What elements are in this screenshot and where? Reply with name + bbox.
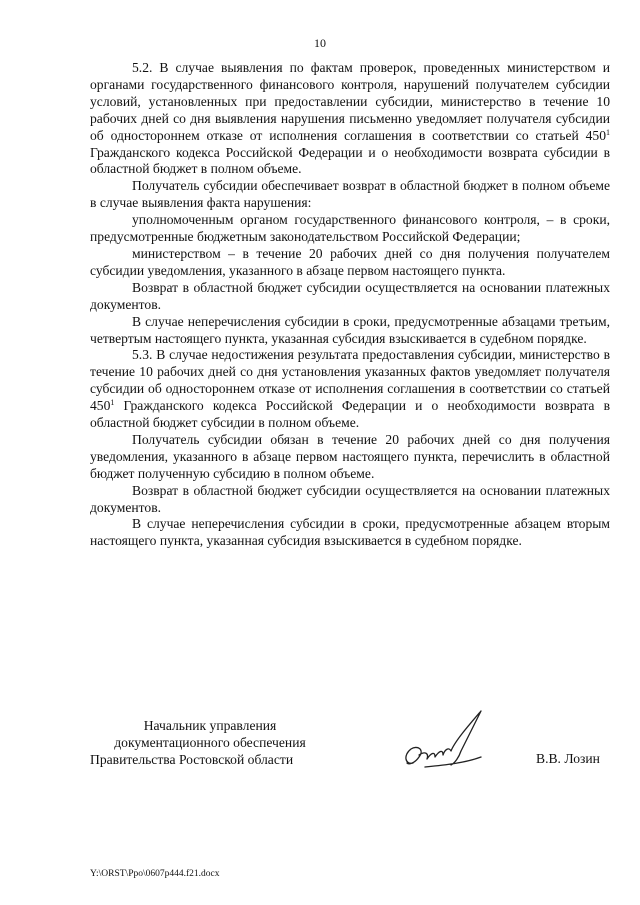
paragraph-5-2: 5.2. В случае выявления по фактам проверок, проведенных министерством и органами государственного финансового контроля, нарушений получателем субсидии условий, установленных при предоставлении субсидии, министерство в течение 10 рабочих дней со дня выявления нарушения письменно уведомляет получателя субсидии об одностороннем отказе от исполнения соглашения в соответствии со статьей $450^1$ Гражданского кодекса Российской Федерации и о необходимости возврата субсидии в областной бюджет в полном объеме. — [90, 60, 610, 177]
page-number: 10 — [314, 36, 326, 50]
paragraph: Получатель субсидии обеспечивает возврат в областной бюджет в полном объеме в случае выявления факта нарушения: — [90, 178, 610, 211]
signer-name: В.В. Лозин — [536, 751, 600, 766]
paragraph: В случае неперечисления субсидии в сроки, предусмотренные абзацами третьим, четвертым настоящего пункта, указанная субсидия взыскивается в судебном порядке. — [90, 313, 610, 346]
signature-block — [0, 717, 640, 777]
signer-title: Начальник управления документационного обеспечения Правительства Ростовской области — [90, 718, 306, 767]
paragraph: министерством – в течение 20 рабочих дней со дня получения получателем субсидии уведомления, указанного в абзаце первом настоящего пункта. — [90, 245, 610, 278]
paragraph-5-3: 5.3. В случае недостижения результата предоставления субсидии, министерство в течение 10 рабочих дней со дня установления указанных фактов уведомляет получателя субсидии об одностороннем отказе от исполнения соглашения в соответствии со статьей $450^1$ Гражданского кодекса Российской Федерации и о необходимости возврата в областной бюджет субсидии в полном объеме. — [90, 347, 610, 431]
paragraph: уполномоченным органом государственного финансового контроля, – в сроки, предусмотренные бюджетным законодательством Российской Федерации; — [90, 212, 610, 245]
paragraph: Возврат в областной бюджет субсидии осуществляется на основании платежных документов. — [90, 279, 610, 312]
document-body — [90, 60, 610, 550]
paragraph: Получатель субсидии обязан в течение 20 рабочих дней со дня получения уведомления, указанного в абзаце первом настоящего пункта, перечислить в областной бюджет полученную субсидию в полном объеме. — [90, 431, 610, 481]
handwritten-signature — [385, 705, 505, 775]
file-path-footer: Y:\ORST\Ppo\0607p444.f21.docx — [90, 869, 220, 879]
paragraph: В случае неперечисления субсидии в сроки, предусмотренные абзацем вторым настоящего пункта, указанная субсидия взыскивается в судебном порядке. — [90, 516, 610, 549]
paragraph: Возврат в областной бюджет субсидии осуществляется на основании платежных документов. — [90, 482, 610, 515]
